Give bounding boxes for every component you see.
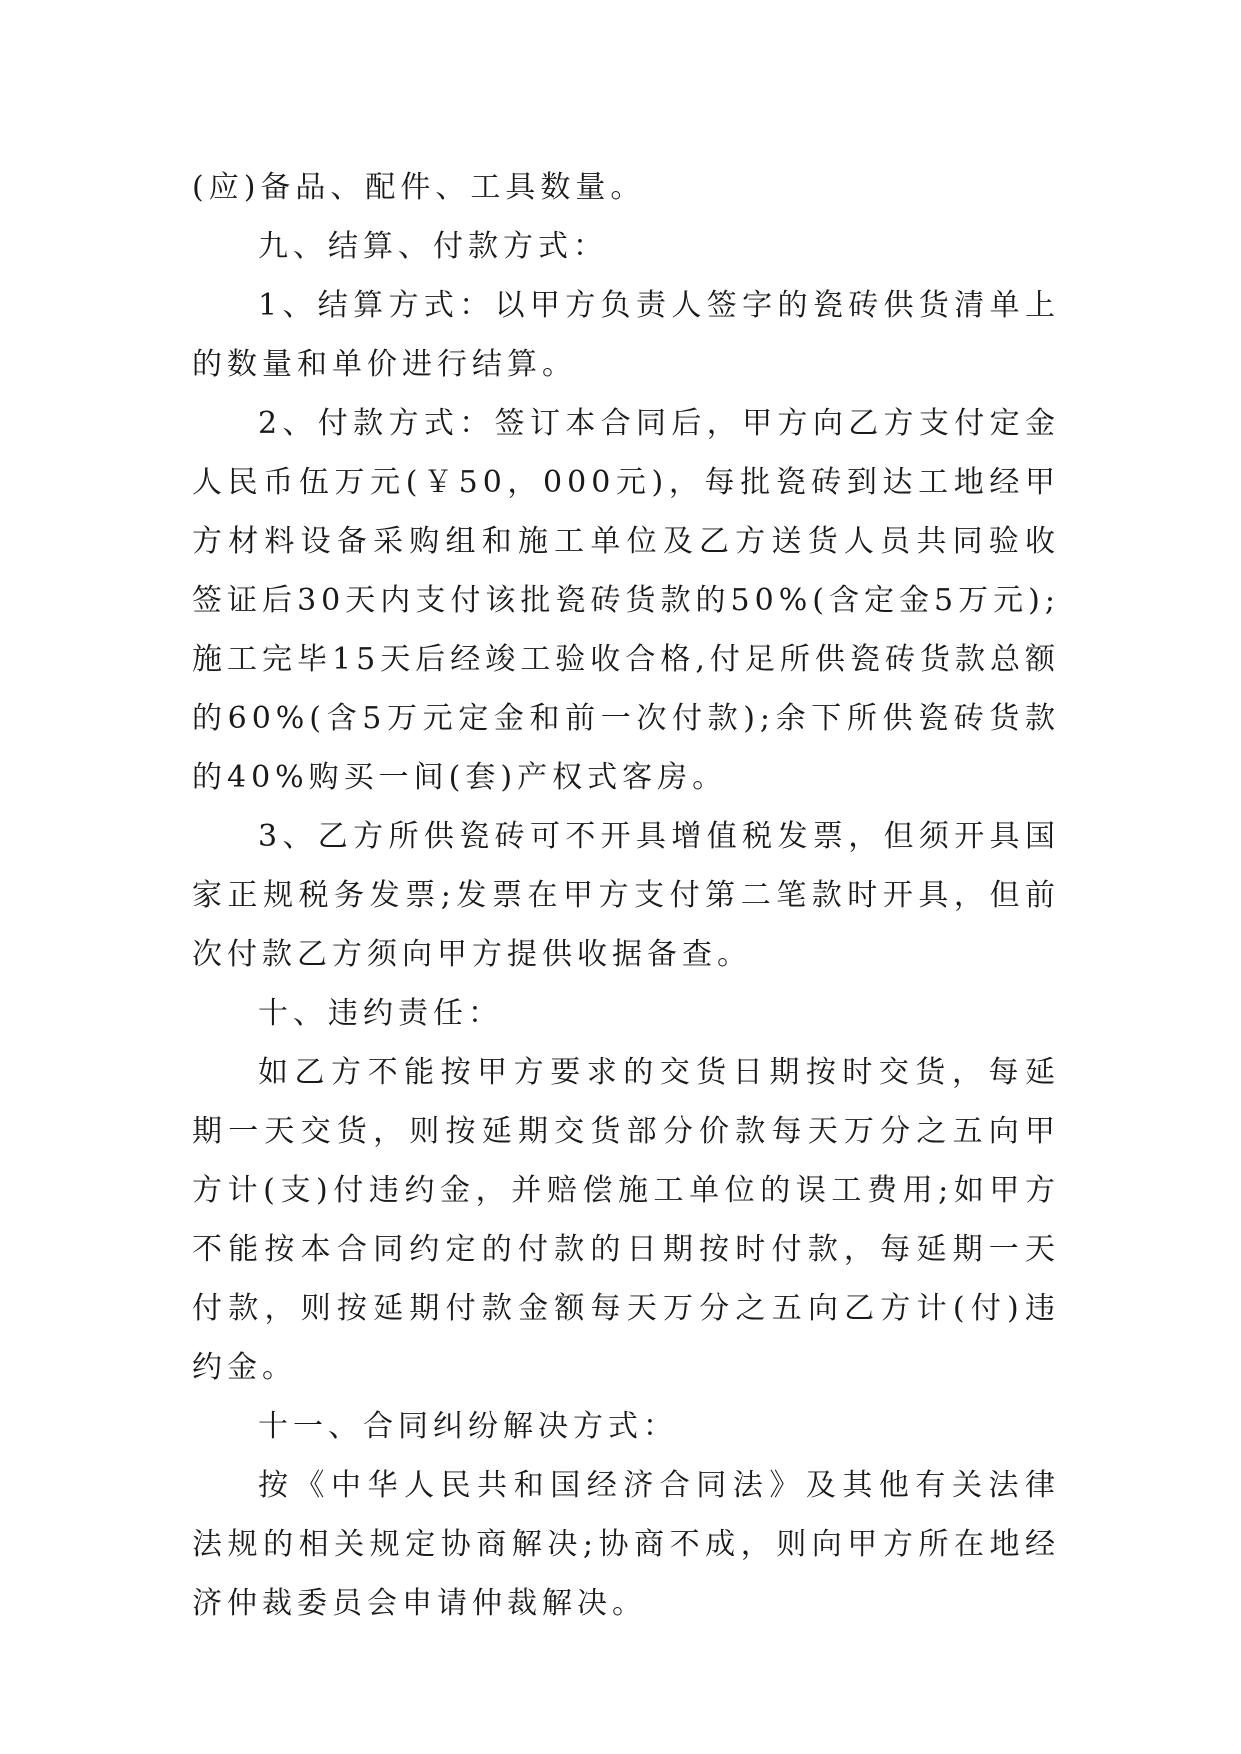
heading-settlement-payment: 九、结算、付款方式： <box>258 229 608 264</box>
paragraph-spare-parts: (应)备品、配件、工具数量。 <box>192 170 646 205</box>
paragraph-dispute-resolution: 按《中华人民共和国经济合同法》及其他有关法律法规的相关规定协商解决;协商不成，则向甲方所在地经济仲裁委员会申请仲裁解决。 <box>192 1468 1060 1621</box>
heading-dispute-resolution: 十一、合同纠纷解决方式： <box>258 1409 678 1444</box>
heading-breach-liability: 十、违约责任： <box>258 996 503 1031</box>
paragraph-payment-method: 2、付款方式：签订本合同后，甲方向乙方支付定金人民币伍万元(￥50，000元)，每批瓷砖到达工地经甲方材料设备采购组和施工单位及乙方送货人员共同验收签证后30天内支付该批瓷砖货款的50%(含定金5万元);施工完毕15天后经竣工验收合格,付足所供瓷砖货款总额的60%(含5万元定金和前一次付款);余下所供瓷砖货款的40%购买一间(套)产权式客房。 <box>192 406 1060 795</box>
paragraph-settlement-method: 1、结算方式：以甲方负责人签字的瓷砖供货清单上的数量和单价进行结算。 <box>192 288 1060 382</box>
paragraph-breach-liability: 如乙方不能按甲方要求的交货日期按时交货，每延期一天交货，则按延期交货部分价款每天万分之五向甲方计(支)付违约金，并赔偿施工单位的误工费用;如甲方不能按本合同约定的付款的日期按时付款，每延期一天付款，则按延期付款金额每天万分之五向乙方计(付)违约金。 <box>192 1055 1060 1385</box>
document-body <box>192 158 1060 1633</box>
paragraph-invoice: 3、乙方所供瓷砖可不开具增值税发票，但须开具国家正规税务发票;发票在甲方支付第二笔款时开具，但前次付款乙方须向甲方提供收据备查。 <box>192 819 1060 972</box>
